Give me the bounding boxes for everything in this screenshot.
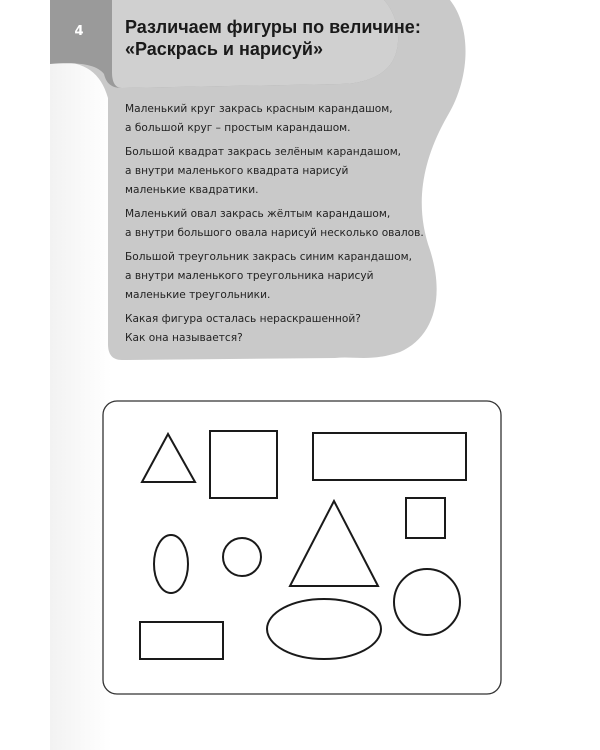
instruction-line: а внутри маленького квадрата нарисуй [125, 165, 349, 177]
page-number: 4 [74, 24, 84, 39]
small-square[interactable] [406, 498, 445, 538]
instruction-line: Большой квадрат закрась зелёным карандашом, [125, 146, 402, 158]
instruction-line: маленькие треугольники. [125, 289, 271, 301]
instruction-line: а внутри маленького треугольника нарисуй [125, 270, 374, 282]
instruction-line: маленькие квадратики. [125, 184, 259, 196]
small-circle[interactable] [223, 538, 261, 576]
title-line-2: «Раскрась и нарисуй» [125, 39, 323, 59]
instruction-line: Как она называется? [125, 332, 243, 344]
instruction-line: а большой круг – простым карандашом. [125, 122, 351, 134]
instruction-line: а внутри большого овала нарисуй несколько овалов. [125, 227, 424, 239]
small-rectangle[interactable] [140, 622, 223, 659]
small-oval[interactable] [154, 535, 188, 593]
large-rectangle[interactable] [313, 433, 466, 480]
large-circle[interactable] [394, 569, 460, 635]
instruction-line: Маленький овал закрась жёлтым карандашом, [125, 208, 391, 220]
instruction-line: Большой треугольник закрась синим карандашом, [125, 251, 412, 263]
title-line-1: Различаем фигуры по величине: [125, 17, 421, 37]
large-oval[interactable] [267, 599, 381, 659]
large-square[interactable] [210, 431, 277, 498]
instruction-line: Какая фигура осталась нераскрашенной? [125, 313, 361, 325]
instruction-line: Маленький круг закрась красным карандашом, [125, 103, 393, 115]
